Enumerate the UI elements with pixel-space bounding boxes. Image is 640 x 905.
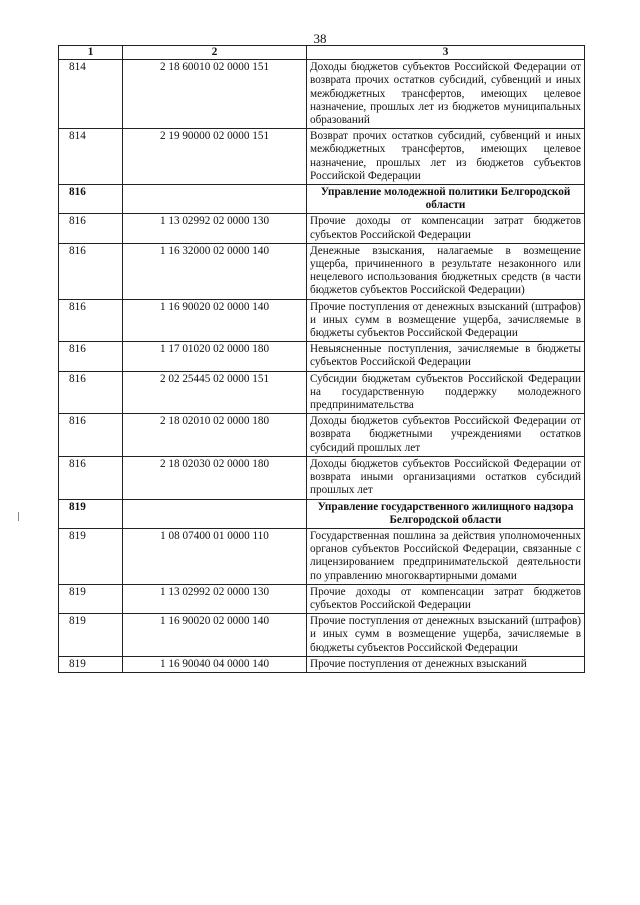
table-row — [59, 299, 585, 342]
table-body — [59, 60, 585, 673]
page-number: 38 — [313, 31, 327, 46]
kbk-code-cell: 2 02 25445 02 0000 151 — [123, 371, 307, 414]
kbk-code-cell: 1 13 02992 02 0000 130 — [123, 214, 307, 243]
kbk-code-cell: 1 08 07400 01 0000 110 — [123, 528, 307, 584]
admin-code-cell: 819 — [59, 656, 123, 672]
admin-code-cell: 816 — [59, 342, 123, 371]
section-header-row — [59, 499, 585, 528]
section-header-row — [59, 185, 585, 214]
admin-code-cell: 816 — [59, 456, 123, 499]
admin-code-cell: 814 — [59, 129, 123, 185]
table-row — [59, 656, 585, 672]
revenue-name-cell: Возврат прочих остатков субсидий, субвенций и иных межбюджетных трансфертов, имеющих целевое назначение, прошлых лет из бюджетов субъектов Российской Федерации — [307, 129, 585, 185]
table-header-row — [59, 46, 585, 60]
revenue-name-cell: Прочие поступления от денежных взысканий — [307, 656, 585, 672]
revenue-name-cell: Прочие поступления от денежных взысканий (штрафов) и иных сумм в возмещение ущерба, зачисляемые в бюджеты субъектов Российской Федерации — [307, 614, 585, 657]
admin-code-cell: 819 — [59, 614, 123, 657]
revenue-name-cell: Государственная пошлина за действия уполномоченных органов субъектов Российской Федерации, связанные с лицензированием предпринимательской деятельности по управлению многоквартирными домами — [307, 528, 585, 584]
table-row — [59, 214, 585, 243]
kbk-code-cell: 1 16 90020 02 0000 140 — [123, 614, 307, 657]
revenue-name-cell: Прочие доходы от компенсации затрат бюджетов субъектов Российской Федерации — [307, 214, 585, 243]
revenue-name-cell: Управление молодежной политики Белгородской области — [307, 185, 585, 214]
margin-mark — [18, 512, 19, 521]
revenue-name-cell: Доходы бюджетов субъектов Российской Федерации от возврата бюджетными учреждениями остатков субсидий прошлых лет — [307, 414, 585, 457]
kbk-code-cell: 1 16 32000 02 0000 140 — [123, 243, 307, 299]
table-row — [59, 60, 585, 129]
revenue-name-cell: Прочие поступления от денежных взысканий (штрафов) и иных сумм в возмещение ущерба, зачисляемые в бюджеты субъектов Российской Федерации — [307, 299, 585, 342]
table-row — [59, 371, 585, 414]
table-row — [59, 414, 585, 457]
kbk-code-cell: 1 16 90020 02 0000 140 — [123, 299, 307, 342]
table-row — [59, 243, 585, 299]
admin-code-cell: 816 — [59, 299, 123, 342]
column-header: 1 — [59, 46, 123, 60]
revenue-name-cell: Прочие доходы от компенсации затрат бюджетов субъектов Российской Федерации — [307, 584, 585, 613]
kbk-code-cell: 1 16 90040 04 0000 140 — [123, 656, 307, 672]
revenue-name-cell: Денежные взыскания, налагаемые в возмещение ущерба, причиненного в результате незаконного или нецелевого использования бюджетных средств (в части бюджетов субъектов Российской Федерации) — [307, 243, 585, 299]
kbk-code-cell: 2 19 90000 02 0000 151 — [123, 129, 307, 185]
kbk-code-cell — [123, 499, 307, 528]
kbk-code-cell: 1 13 02992 02 0000 130 — [123, 584, 307, 613]
admin-code-cell: 819 — [59, 499, 123, 528]
admin-code-cell: 816 — [59, 414, 123, 457]
admin-code-cell: 819 — [59, 528, 123, 584]
revenue-name-cell: Управление государственного жилищного надзора Белгородской области — [307, 499, 585, 528]
admin-code-cell: 819 — [59, 584, 123, 613]
column-header: 3 — [307, 46, 585, 60]
admin-code-cell: 816 — [59, 243, 123, 299]
kbk-code-cell: 2 18 60010 02 0000 151 — [123, 60, 307, 129]
table-row — [59, 129, 585, 185]
kbk-code-cell: 1 17 01020 02 0000 180 — [123, 342, 307, 371]
admin-code-cell: 816 — [59, 214, 123, 243]
revenue-name-cell: Невыясненные поступления, зачисляемые в бюджеты субъектов Российской Федерации — [307, 342, 585, 371]
kbk-code-cell: 2 18 02030 02 0000 180 — [123, 456, 307, 499]
table-row — [59, 614, 585, 657]
revenue-name-cell: Доходы бюджетов субъектов Российской Федерации от возврата иными организациями остатков субсидий прошлых лет — [307, 456, 585, 499]
table-row — [59, 584, 585, 613]
revenue-name-cell: Доходы бюджетов субъектов Российской Федерации от возврата прочих остатков субсидий, субвенций и иных межбюджетных трансфертов, имеющих целевое назначение, прошлых лет из бюджетов муниципальных образований — [307, 60, 585, 129]
revenue-name-cell: Субсидии бюджетам субъектов Российской Федерации на государственную поддержку молодежного предпринимательства — [307, 371, 585, 414]
kbk-code-cell: 2 18 02010 02 0000 180 — [123, 414, 307, 457]
column-header: 2 — [123, 46, 307, 60]
kbk-code-cell — [123, 185, 307, 214]
admin-code-cell: 814 — [59, 60, 123, 129]
table-row — [59, 528, 585, 584]
table-row — [59, 456, 585, 499]
revenue-codes-table — [58, 45, 585, 673]
admin-code-cell: 816 — [59, 371, 123, 414]
admin-code-cell: 816 — [59, 185, 123, 214]
table-row — [59, 342, 585, 371]
